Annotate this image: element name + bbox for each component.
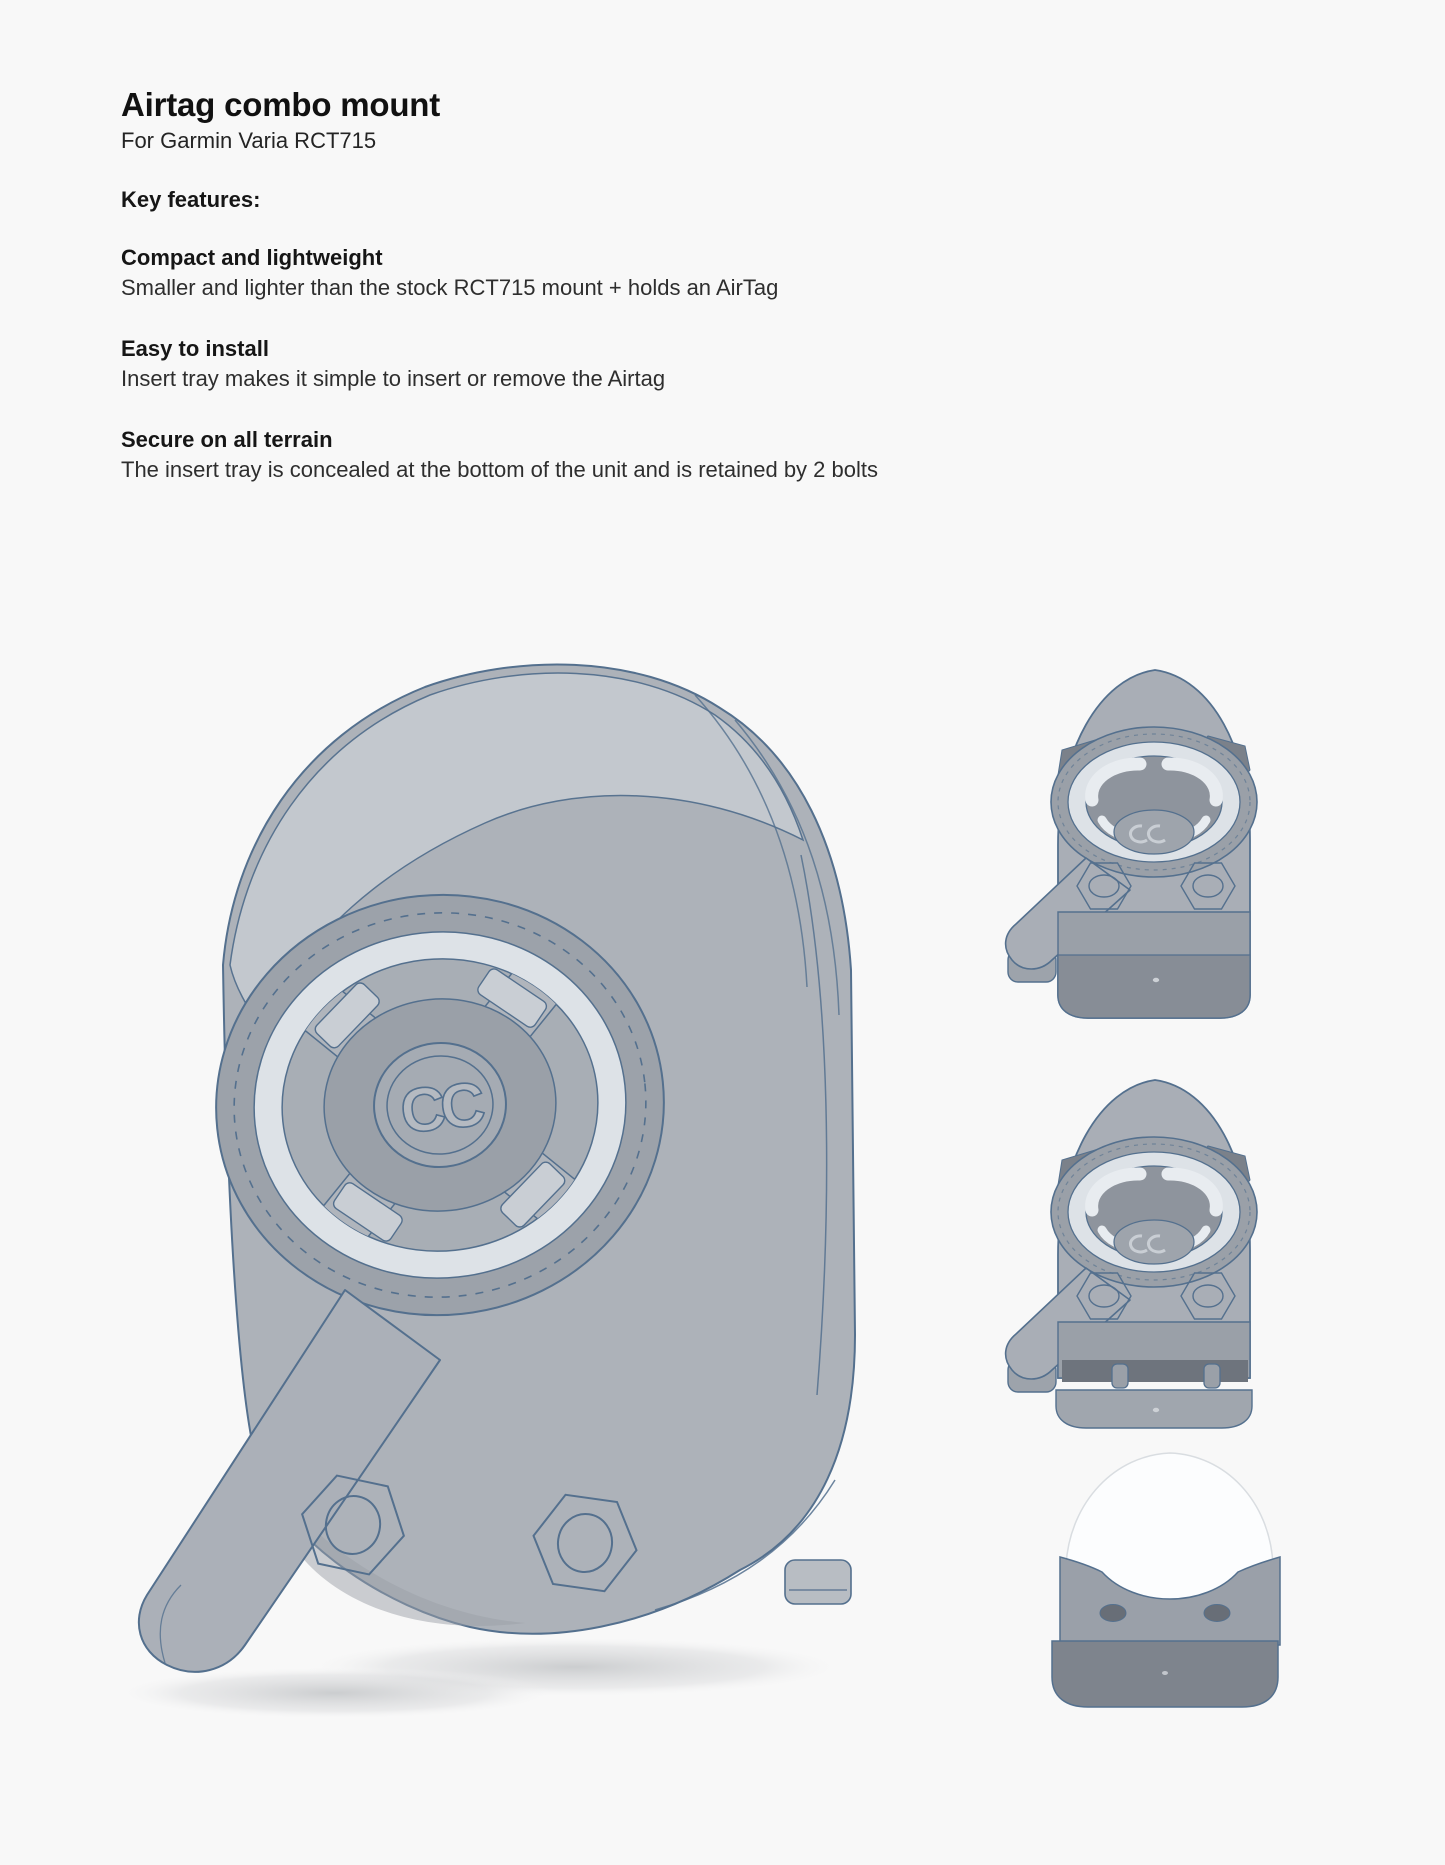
page-title: Airtag combo mount [121,86,441,123]
shadow [115,1667,555,1719]
feature-secure [121,425,1021,485]
compartment-lower [1058,955,1250,1018]
logo-boss [1114,1220,1194,1264]
header-and-features [121,84,1021,485]
mount-front-render [95,635,895,1755]
feature-title: Secure on all terrain [121,427,333,452]
bolt-hole-left [1100,1605,1126,1622]
feature-description: Insert tray makes it simple to insert or remove the Airtag [121,366,666,391]
tray-peg-left [1112,1364,1128,1388]
bottom-pin-hole [1153,978,1159,982]
bottom-pin-hole [1153,1408,1159,1412]
feature-compact [121,243,1021,303]
main-render-figure [95,635,895,1755]
bottom-pin-hole [1162,1671,1168,1675]
airtag-tray-render [1020,1445,1290,1735]
cc-logo: CC [397,1070,484,1147]
feature-description: The insert tray is concealed at the bottom of the unit and is retained by 2 bolts [121,457,878,482]
page-subtitle: For Garmin Varia RCT715 [121,128,377,153]
tray-slot [785,1560,851,1604]
exploded-render-figure [1000,1060,1300,1440]
mount-top-render [1000,650,1300,1030]
socket-recess [1051,727,1257,877]
top-view-render-figure [1000,650,1300,1030]
socket-recess [1051,1137,1257,1287]
bolt-hole-right [1204,1605,1230,1622]
logo-boss [1114,810,1194,854]
feature-description: Smaller and lighter than the stock RCT715 mount + holds an AirTag [121,275,779,300]
mount-exploded-render [1000,1060,1300,1440]
feature-easy-install [121,334,1021,394]
feature-title: Easy to install [121,336,269,361]
tray-peg-right [1204,1364,1220,1388]
features-heading: Key features: [121,187,261,212]
feature-title: Compact and lightweight [121,245,383,270]
tray-render-figure [1020,1445,1290,1735]
